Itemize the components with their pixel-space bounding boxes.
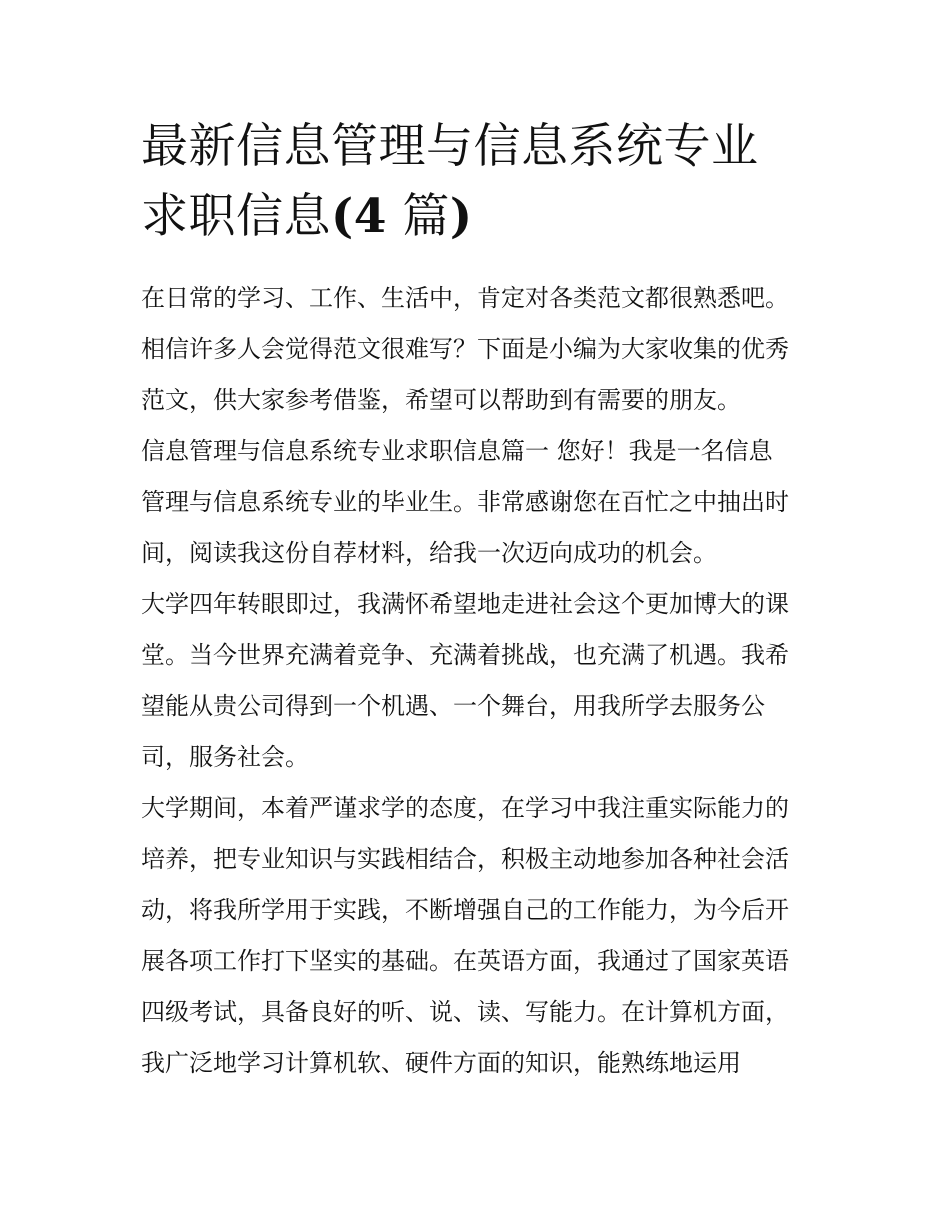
- paragraph-line: 信息管理与信息系统专业求职信息篇一 您好！我是一名信息: [141, 437, 773, 465]
- paragraph-line: 堂。当今世界充满着竞争、充满着挑战，也充满了机遇。我希: [141, 641, 789, 669]
- paragraph-greeting: [141, 426, 813, 579]
- paragraph-line: 大学四年转眼即过，我满怀希望地走进社会这个更加博大的课: [141, 590, 789, 618]
- paragraph-line: 范文，供大家参考借鉴，希望可以帮助到有需要的朋友。: [141, 386, 741, 414]
- paragraph-intro: [141, 273, 813, 426]
- paragraph-line: 相信许多人会觉得范文很难写？下面是小编为大家收集的优秀: [141, 335, 789, 363]
- paragraph-line: 司，服务社会。: [141, 743, 309, 771]
- document-content: [141, 112, 813, 1089]
- paragraph-university: [141, 783, 813, 1089]
- document-title: [141, 112, 813, 252]
- paragraph-line: 展各项工作打下坚实的基础。在英语方面，我通过了国家英语: [141, 947, 789, 975]
- paragraph-line: 培养，把专业知识与实践相结合，积极主动地参加各种社会活: [141, 845, 789, 873]
- paragraph-line: 大学期间，本着严谨求学的态度，在学习中我注重实际能力的: [141, 794, 789, 822]
- title-paren-close: ): [449, 189, 473, 244]
- document-body: [141, 273, 813, 1089]
- title-line-2-text: 求职信息: [141, 189, 331, 244]
- title-article-unit: 篇: [386, 189, 450, 244]
- paragraph-aspiration: [141, 579, 813, 783]
- paragraph-line: 间，阅读我这份自荐材料，给我一次迈向成功的机会。: [141, 539, 717, 567]
- title-paren-open: (: [331, 189, 354, 244]
- title-article-count: 4: [353, 189, 387, 244]
- paragraph-line: 望能从贵公司得到一个机遇、一个舞台，用我所学去服务公: [141, 692, 765, 720]
- title-line-2: [141, 182, 813, 252]
- title-line-1: 最新信息管理与信息系统专业: [141, 119, 759, 174]
- paragraph-line: 我广泛地学习计算机软、硬件方面的知识，能熟练地运用: [141, 1049, 741, 1077]
- paragraph-line: 在日常的学习、工作、生活中，肯定对各类范文都很熟悉吧。: [141, 284, 789, 312]
- paragraph-line: 四级考试，具备良好的听、说、读、写能力。在计算机方面，: [141, 998, 789, 1026]
- paragraph-line: 动，将我所学用于实践，不断增强自己的工作能力，为今后开: [141, 896, 789, 924]
- paragraph-line: 管理与信息系统专业的毕业生。非常感谢您在百忙之中抽出时: [141, 488, 789, 516]
